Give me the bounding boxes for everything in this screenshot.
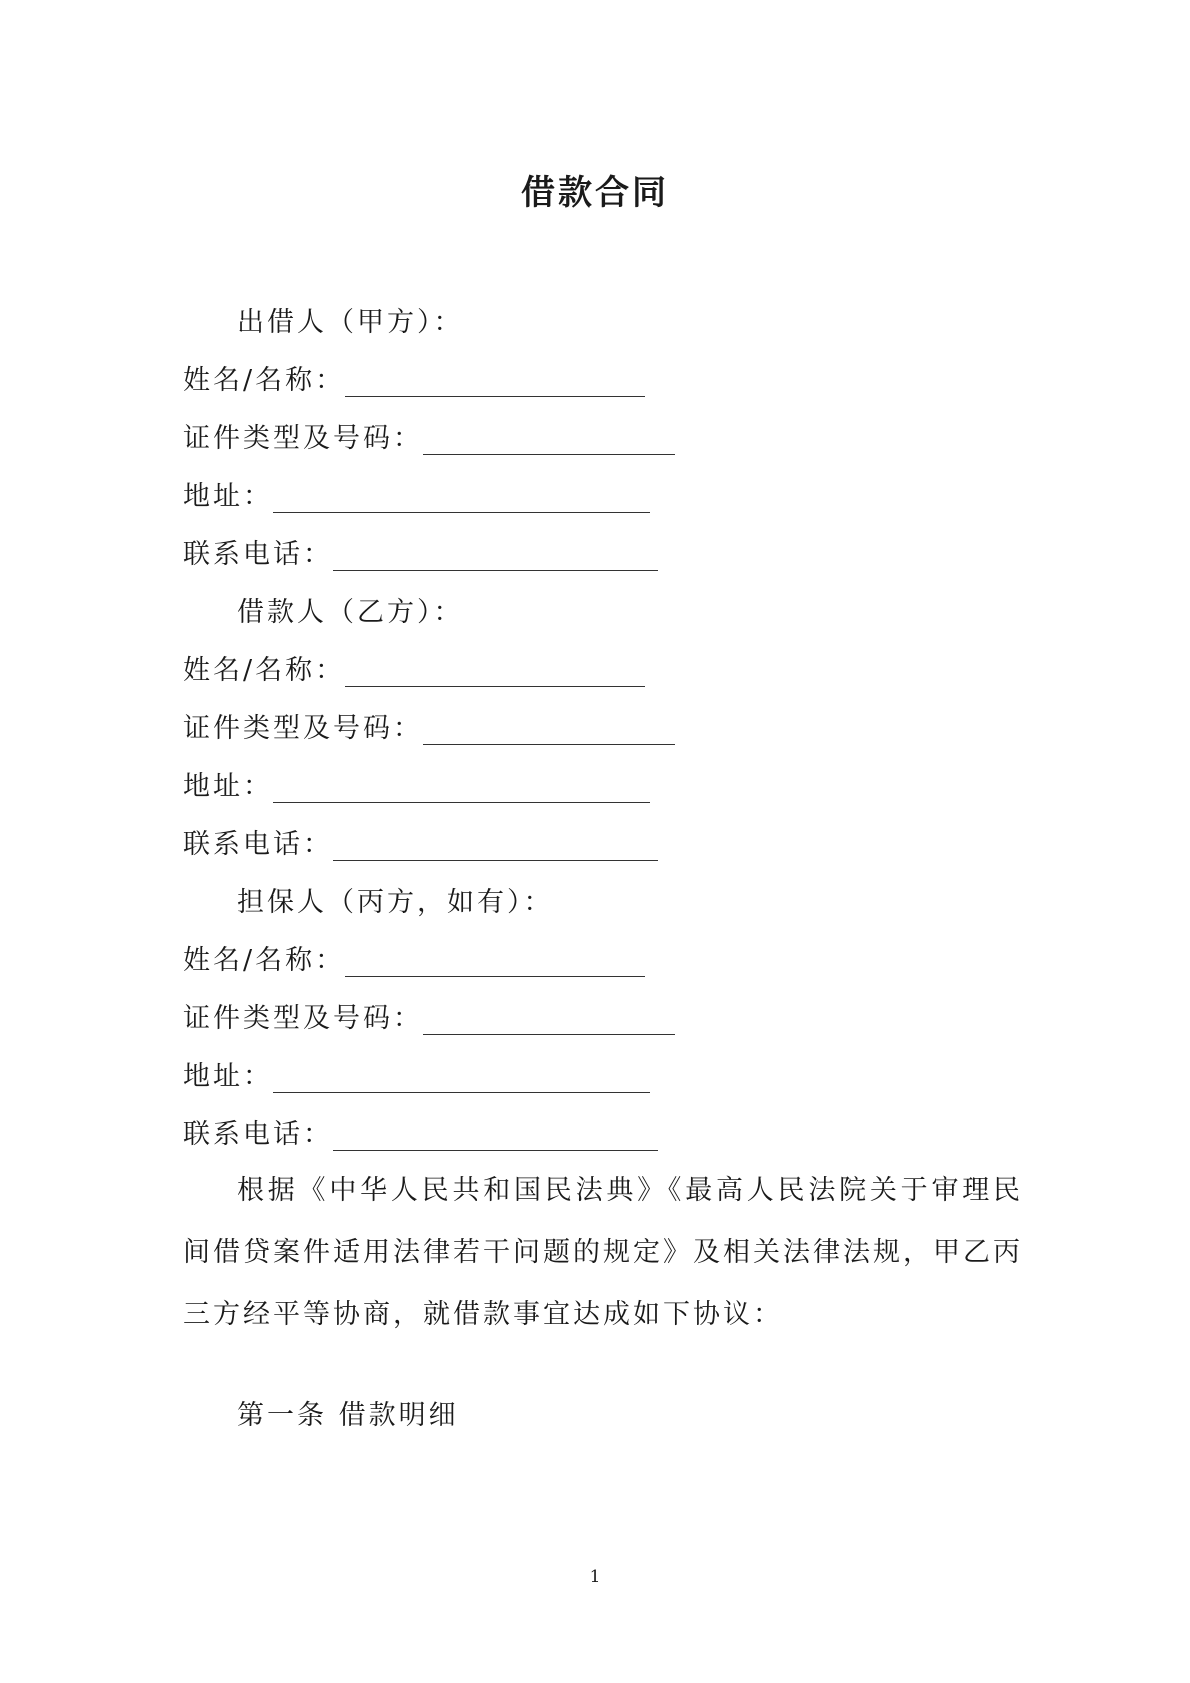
field-label: 证件类型及号码： — [183, 1003, 423, 1034]
address-blank — [273, 486, 650, 513]
field-label: 联系电话： — [183, 539, 333, 570]
field-label: 姓名/名称： — [183, 945, 346, 976]
id-blank — [423, 718, 675, 745]
field-label: 证件类型及号码： — [183, 423, 423, 454]
party-c-address-field — [183, 1054, 650, 1093]
document-title: 借款合同 — [521, 173, 669, 213]
party-a-id-field — [183, 416, 675, 455]
party-a-phone-field — [183, 532, 658, 571]
party-b-phone-field — [183, 822, 658, 861]
party-c-heading: 担保人（丙方，如有）： — [237, 887, 554, 918]
field-label: 姓名/名称： — [183, 365, 346, 396]
party-c-id-field — [183, 996, 675, 1035]
name-blank — [345, 950, 645, 977]
phone-blank — [333, 1124, 658, 1151]
id-blank — [423, 1008, 675, 1035]
id-blank — [423, 428, 675, 455]
party-a-address-field — [183, 474, 650, 513]
party-a-heading: 出借人（甲方）： — [237, 307, 464, 338]
name-blank — [345, 370, 645, 397]
preamble-paragraph: 根据《中华人民共和国民法典》《最高人民法院关于审理民间借贷案件适用法律若干问题的规定》及相关法律法规，甲乙丙三方经平等协商，就借款事宜达成如下协议： — [183, 1175, 1023, 1330]
party-b-id-field — [183, 706, 675, 745]
page-number: 1 — [589, 1567, 601, 1587]
party-c-phone-field — [183, 1112, 658, 1151]
field-label: 地址： — [183, 1061, 273, 1092]
address-blank — [273, 776, 650, 803]
party-c-name-field — [183, 938, 645, 977]
field-label: 证件类型及号码： — [183, 713, 423, 744]
field-label: 姓名/名称： — [183, 655, 346, 686]
phone-blank — [333, 544, 658, 571]
phone-blank — [333, 834, 658, 861]
field-label: 联系电话： — [183, 1119, 333, 1150]
field-label: 地址： — [183, 771, 273, 802]
party-b-address-field — [183, 764, 650, 803]
article-1-heading: 第一条 借款明细 — [237, 1400, 459, 1431]
field-label: 联系电话： — [183, 829, 333, 860]
name-blank — [345, 660, 645, 687]
field-label: 地址： — [183, 481, 273, 512]
party-b-name-field — [183, 648, 645, 687]
party-a-name-field — [183, 358, 645, 397]
party-b-heading: 借款人（乙方）： — [237, 597, 464, 628]
address-blank — [273, 1066, 650, 1093]
